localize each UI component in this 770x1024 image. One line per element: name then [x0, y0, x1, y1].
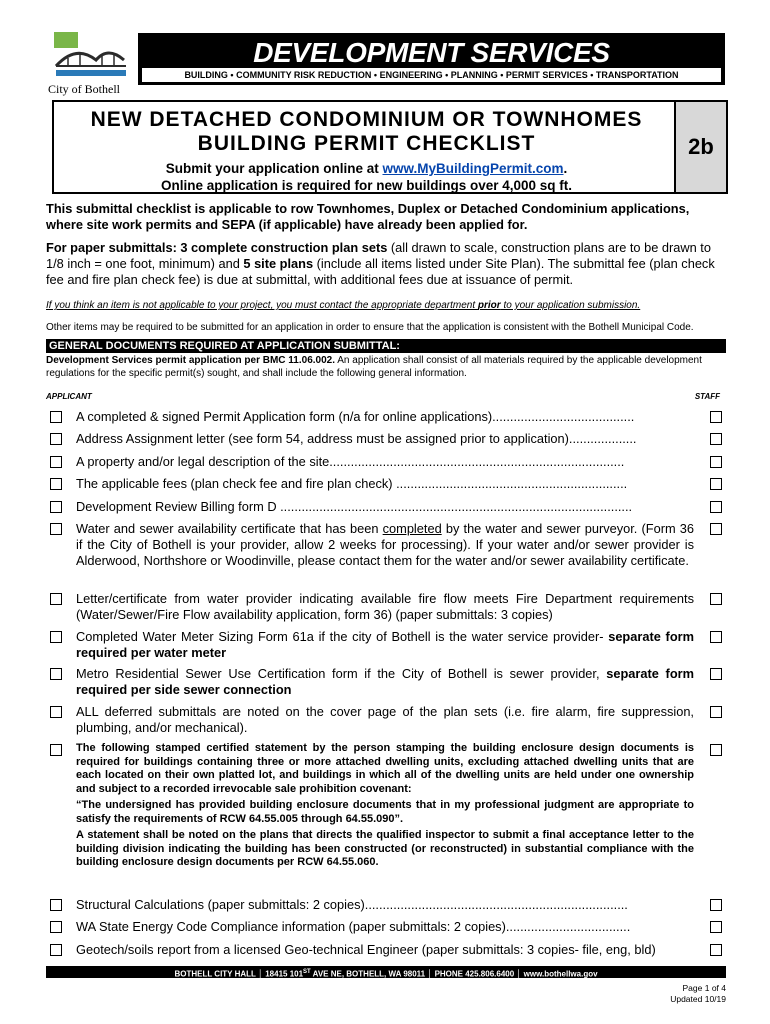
note-part-c: to your application submission.: [500, 300, 641, 311]
staff-checkbox[interactable]: [710, 668, 722, 680]
staff-checkbox[interactable]: [710, 631, 722, 643]
title-box: [52, 100, 728, 194]
applicant-label: APPLICANT: [46, 392, 92, 401]
item-completed-word: completed: [382, 521, 442, 536]
footer-address-sup: ST: [303, 969, 311, 975]
footer-address-bar: [46, 966, 726, 978]
column-labels: [46, 392, 726, 401]
banner: [138, 33, 725, 85]
updated-date: Updated 10/19: [670, 994, 726, 1004]
item-text: [76, 521, 694, 569]
item-text-a: Water and sewer availability certificate that has been: [76, 521, 383, 536]
item-text: Address Assignment letter (see form 54, address must be assigned prior to application)...................: [76, 431, 637, 446]
applicant-checkbox[interactable]: [50, 706, 62, 718]
section-desc-bold: Development Services permit application per BMC 11.06.002.: [46, 355, 336, 366]
applicability-text: This submittal checklist is applicable to row Townhomes, Duplex or Detached Condominium applications, where site work permits and SEPA (if applicable) have already been applied for.: [46, 201, 690, 232]
footer-address-b: AVE NE, BOTHELL, WA 98011 │ PHONE 425.806.6400 │ www.bothellwa.gov: [310, 969, 598, 979]
page-info: [670, 983, 726, 1005]
enclosure-statement: “The undersigned has provided building enclosure documents that in my professional judgment are appropriate to satisfy the requirements of RCW 64.55.005 through 64.55.090”.: [76, 799, 694, 825]
item-text: Development Review Billing form D ...................................................................................................: [76, 499, 633, 514]
applicant-checkbox[interactable]: [50, 744, 62, 756]
submit-suffix: .: [563, 161, 568, 176]
staff-checkbox[interactable]: [710, 593, 722, 605]
site-plans-count: 5 site plans: [243, 256, 314, 271]
page-number: Page 1 of 4: [682, 983, 726, 993]
mybuildingpermit-link[interactable]: www.MyBuildingPermit.com: [382, 161, 564, 176]
applicant-checkbox[interactable]: [50, 593, 62, 605]
note-prior: prior: [477, 300, 501, 311]
section-heading: GENERAL DOCUMENTS REQUIRED AT APPLICATION SUBMITTAL:: [46, 339, 726, 353]
staff-checkbox[interactable]: [710, 899, 722, 911]
applicant-checkbox[interactable]: [50, 433, 62, 445]
paper-submittals-lead: For paper submittals: 3 complete construction plan sets: [46, 240, 388, 255]
staff-checkbox[interactable]: [710, 501, 722, 513]
paper-submittals-end: (include all items listed under Site Plan). The submittal fee (plan check fee and fire plan check fee) is due at submittal, with additional fees due at issuance of permit.: [46, 256, 715, 287]
staff-checkbox[interactable]: [710, 744, 722, 756]
title-line-2: BUILDING PERMIT CHECKLIST: [197, 132, 536, 155]
section-desc-rest: An application shall consist of all materials required by the applicable development regulations for the specific permit(s) sought, and shall include the following general information.: [46, 355, 702, 379]
applicant-checkbox[interactable]: [50, 478, 62, 490]
item-text-b: separate form required per water meter: [76, 629, 694, 660]
item-text: ALL deferred submittals are noted on the cover page of the plan sets (i.e. fire alarm, fire suppression, plumbing, and/or mechanical).: [76, 704, 694, 735]
item-text: Geotech/soils report from a licensed Geo-technical Engineer (paper submittals: 3 copies- file, eng, bld): [76, 942, 656, 957]
applicant-checkbox[interactable]: [50, 523, 62, 535]
item-text: A completed & signed Permit Application form (n/a for online applications)........................................: [76, 409, 635, 424]
item-text: The applicable fees (plan check fee and fire plan check) .................................................................: [76, 476, 628, 491]
applicant-checkbox[interactable]: [50, 921, 62, 933]
logo-city-name: City of Bothell: [48, 82, 120, 96]
item-text: Structural Calculations (paper submittals: 2 copies)..........................................................................: [76, 897, 628, 912]
online-requirement: Online application is required for new buildings over 4,000 sq ft.: [160, 178, 573, 193]
form-number: 2b: [674, 102, 726, 192]
paper-submittals-mid: (all drawn to scale, construction plans are to be drawn to 1/8 inch = one foot, minimum) and: [46, 240, 711, 271]
applicant-checkbox[interactable]: [50, 899, 62, 911]
other-items-note: Other items may be required to be submitted for an application in order to ensure that the application is consistent with the Bothell Municipal Code.: [46, 322, 694, 333]
not-applicable-note: [46, 298, 726, 314]
enclosure-plan-note: A statement shall be noted on the plans that directs the qualified inspector to submit a final acceptance letter to the building division indicating the building has been constructed (or reconstructed) in substantial compliance with the building enclosure design documents per RCW 64.55.060.: [76, 829, 694, 868]
title-main: [54, 102, 679, 192]
paper-submittals-text: [46, 240, 726, 288]
applicant-checkbox[interactable]: [50, 411, 62, 423]
item-text: [76, 742, 694, 870]
note-part-a: If you think an item is not applicable to your project, you must contact the appropriate department: [46, 300, 478, 311]
item-text: A property and/or legal description of the site...................................................................................: [76, 454, 625, 469]
staff-checkbox[interactable]: [710, 944, 722, 956]
applicant-checkbox[interactable]: [50, 631, 62, 643]
enclosure-requirement: The following stamped certified statement by the person stamping the building enclosure design documents is required for buildings containing three or more attached dwelling units, excluding attached dwelling units that are each located on their own platted lot, and buildings in which all of the dwelling units are held under one ownership and subject to a recorded irrevocable sale prohibition covenant:: [76, 742, 694, 795]
staff-checkbox[interactable]: [710, 921, 722, 933]
item-text-a: Completed Water Meter Sizing Form 61a if the city of Bothell is the water service provider-: [76, 629, 609, 644]
item-text-a: Metro Residential Sewer Use Certification form if the City of Bothell is sewer provider,: [76, 666, 607, 681]
banner-subtitle: BUILDING • COMMUNITY RISK REDUCTION • ENGINEERING • PLANNING • PERMIT SERVICES • TRANSPORTATION: [142, 68, 721, 82]
staff-checkbox[interactable]: [710, 706, 722, 718]
item-text: Letter/certificate from water provider indicating available fire flow meets Fire Department requirements (Water/Sewer/Fire Flow availability application, form 36) (paper submittals: 3 copies): [76, 591, 694, 622]
submit-online-line: [54, 160, 679, 177]
staff-checkbox[interactable]: [710, 411, 722, 423]
banner-title: DEVELOPMENT SERVICES: [253, 37, 610, 68]
submit-prefix: Submit your application online at: [165, 161, 383, 176]
applicant-checkbox[interactable]: [50, 944, 62, 956]
footer-address-a: BOTHELL CITY HALL │ 18415 101: [174, 969, 304, 979]
staff-checkbox[interactable]: [710, 478, 722, 490]
staff-checkbox[interactable]: [710, 456, 722, 468]
item-text-c: by the water and sewer purveyor. (Form 36 if the City of Bothell is your provider, allow 2 weeks for processing). If your water and/or sewer provider is Alderwood, Northshore or Woodinville, please contact them for the water and/or sewer availability certificate.: [76, 521, 695, 568]
staff-label: STAFF: [694, 392, 720, 401]
item-text-b: separate form required per side sewer connection: [76, 666, 694, 697]
item-text: [76, 666, 694, 698]
applicant-checkbox[interactable]: [50, 456, 62, 468]
staff-checkbox[interactable]: [710, 523, 722, 535]
applicant-checkbox[interactable]: [50, 501, 62, 513]
staff-checkbox[interactable]: [710, 433, 722, 445]
title-line-1: NEW DETACHED CONDOMINIUM OR TOWNHOMES: [90, 108, 643, 131]
section-description: [46, 354, 726, 380]
item-text: WA State Energy Code Compliance information (paper submittals: 2 copies)...................................: [76, 919, 631, 934]
applicant-checkbox[interactable]: [50, 668, 62, 680]
item-text: [76, 629, 694, 661]
